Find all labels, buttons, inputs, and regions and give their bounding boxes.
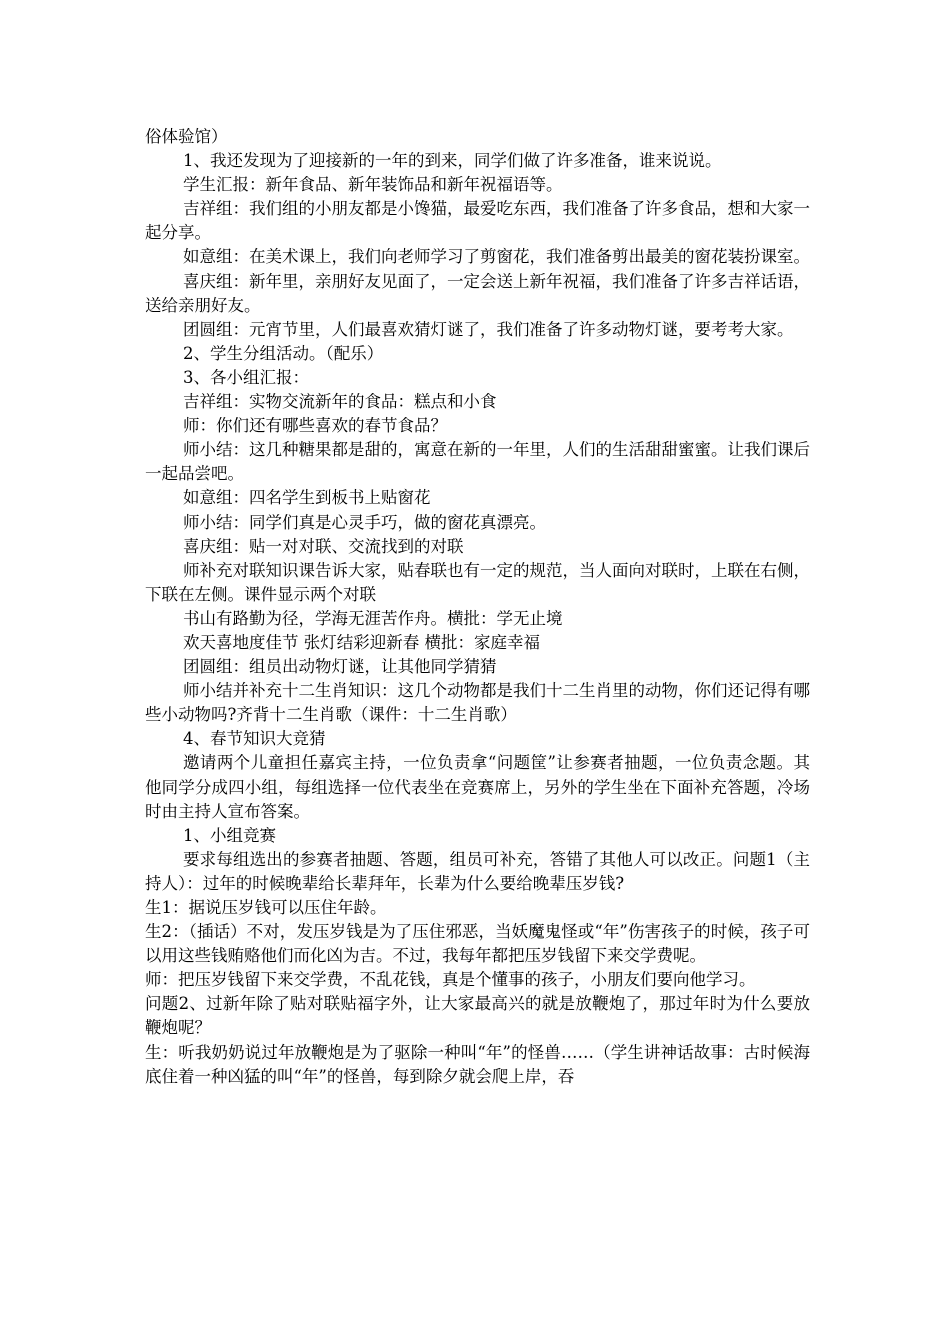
paragraph: 邀请两个儿童担任嘉宾主持，一位负责拿“问题筐”让参赛者抽题，一位负责念题。其他同学分成四小组，每组选择一位代表坐在竞赛席上，另外的学生坐在下面补充答题，冷场时由主持人宣布答案。 [145, 753, 810, 821]
paragraph: 吉祥组：我们组的小朋友都是小馋猫，最爱吃东西，我们准备了许多食品，想和大家一起分享。 [145, 199, 810, 243]
paragraph: 3、各小组汇报： [183, 367, 309, 387]
paragraph: 师小结并补充十二生肖知识：这几个动物都是我们十二生肖里的动物，你们还记得有哪些小动物吗?齐背十二生肖歌（课件：十二生肖歌） [145, 681, 810, 725]
paragraph: 欢天喜地度佳节 张灯结彩迎新春 横批：家庭幸福 [183, 632, 540, 652]
paragraph: 学生汇报：新年食品、新年装饰品和新年祝福语等。 [183, 175, 563, 195]
paragraph: 师小结：同学们真是心灵手巧，做的窗花真漂亮。 [183, 512, 546, 532]
paragraph: 生1：据说压岁钱可以压住年龄。 [145, 898, 387, 917]
paragraph: 如意组：在美术课上，我们向老师学习了剪窗花，我们准备剪出最美的窗花装扮课室。 [183, 247, 810, 267]
paragraph: 师补充对联知识课告诉大家，贴春联也有一定的规范，当人面向对联时，上联在右侧，下联在左侧。课件显示两个对联 [145, 560, 810, 604]
paragraph: 团圆组：组员出动物灯谜，让其他同学猜猜 [183, 657, 497, 677]
paragraph: 师：把压岁钱留下来交学费，不乱花钱，真是个懂事的孩子，小朋友们要向他学习。 [145, 970, 756, 990]
paragraph: 要求每组选出的参赛者抽题、答题，组员可补充，答错了其他人可以改正。问题1（主持人）：过年的时候晚辈给长辈拜年，长辈为什么要给晚辈压岁钱? [145, 849, 810, 893]
paragraph: 问题2、过新年除了贴对联贴福字外，让大家最高兴的就是放鞭炮了，那过年时为什么要放鞭炮呢？ [145, 994, 810, 1038]
paragraph: 喜庆组：贴一对对联、交流找到的对联 [183, 536, 464, 556]
document-body [145, 125, 810, 1089]
paragraph: 1、小组竞赛 [183, 825, 276, 845]
paragraph: 生：听我奶奶说过年放鞭炮是为了驱除一种叫“年”的怪兽……（学生讲神话故事：古时候海底住着一种凶猛的叫“年”的怪兽，每到除夕就会爬上岸，吞 [145, 1042, 810, 1086]
paragraph: 吉祥组：实物交流新年的食品：糕点和小食 [183, 392, 497, 412]
paragraph: 1、我还发现为了迎接新的一年的到来，同学们做了许多准备，谁来说说。 [183, 151, 722, 171]
paragraph: 生2：（插话）不对，发压岁钱是为了压住邪恶，当妖魔鬼怪或“年”伤害孩子的时候，孩子可以用这些钱贿赂他们而化凶为吉。不过，我每年都把压岁钱留下来交学费呢。 [145, 922, 810, 966]
paragraph: 2、学生分组活动。（配乐） [183, 343, 384, 363]
paragraph: 团圆组：元宵节里，人们最喜欢猜灯谜了，我们准备了许多动物灯谜，要考考大家。 [183, 319, 794, 339]
paragraph: 师小结：这几种糖果都是甜的，寓意在新的一年里，人们的生活甜甜蜜蜜。让我们课后一起品尝吧。 [145, 440, 810, 484]
paragraph: 书山有路勤为径，学海无涯苦作舟。横批：学无止境 [183, 608, 563, 628]
paragraph: 俗体验馆） [145, 127, 228, 146]
paragraph: 师：你们还有哪些喜欢的春节食品？ [183, 416, 447, 436]
paragraph: 如意组：四名学生到板书上贴窗花 [183, 488, 431, 508]
paragraph: 喜庆组：新年里，亲朋好友见面了，一定会送上新年祝福，我们准备了许多吉祥话语，送给亲朋好友。 [145, 271, 810, 315]
paragraph: 4、春节知识大竞猜 [183, 729, 326, 749]
